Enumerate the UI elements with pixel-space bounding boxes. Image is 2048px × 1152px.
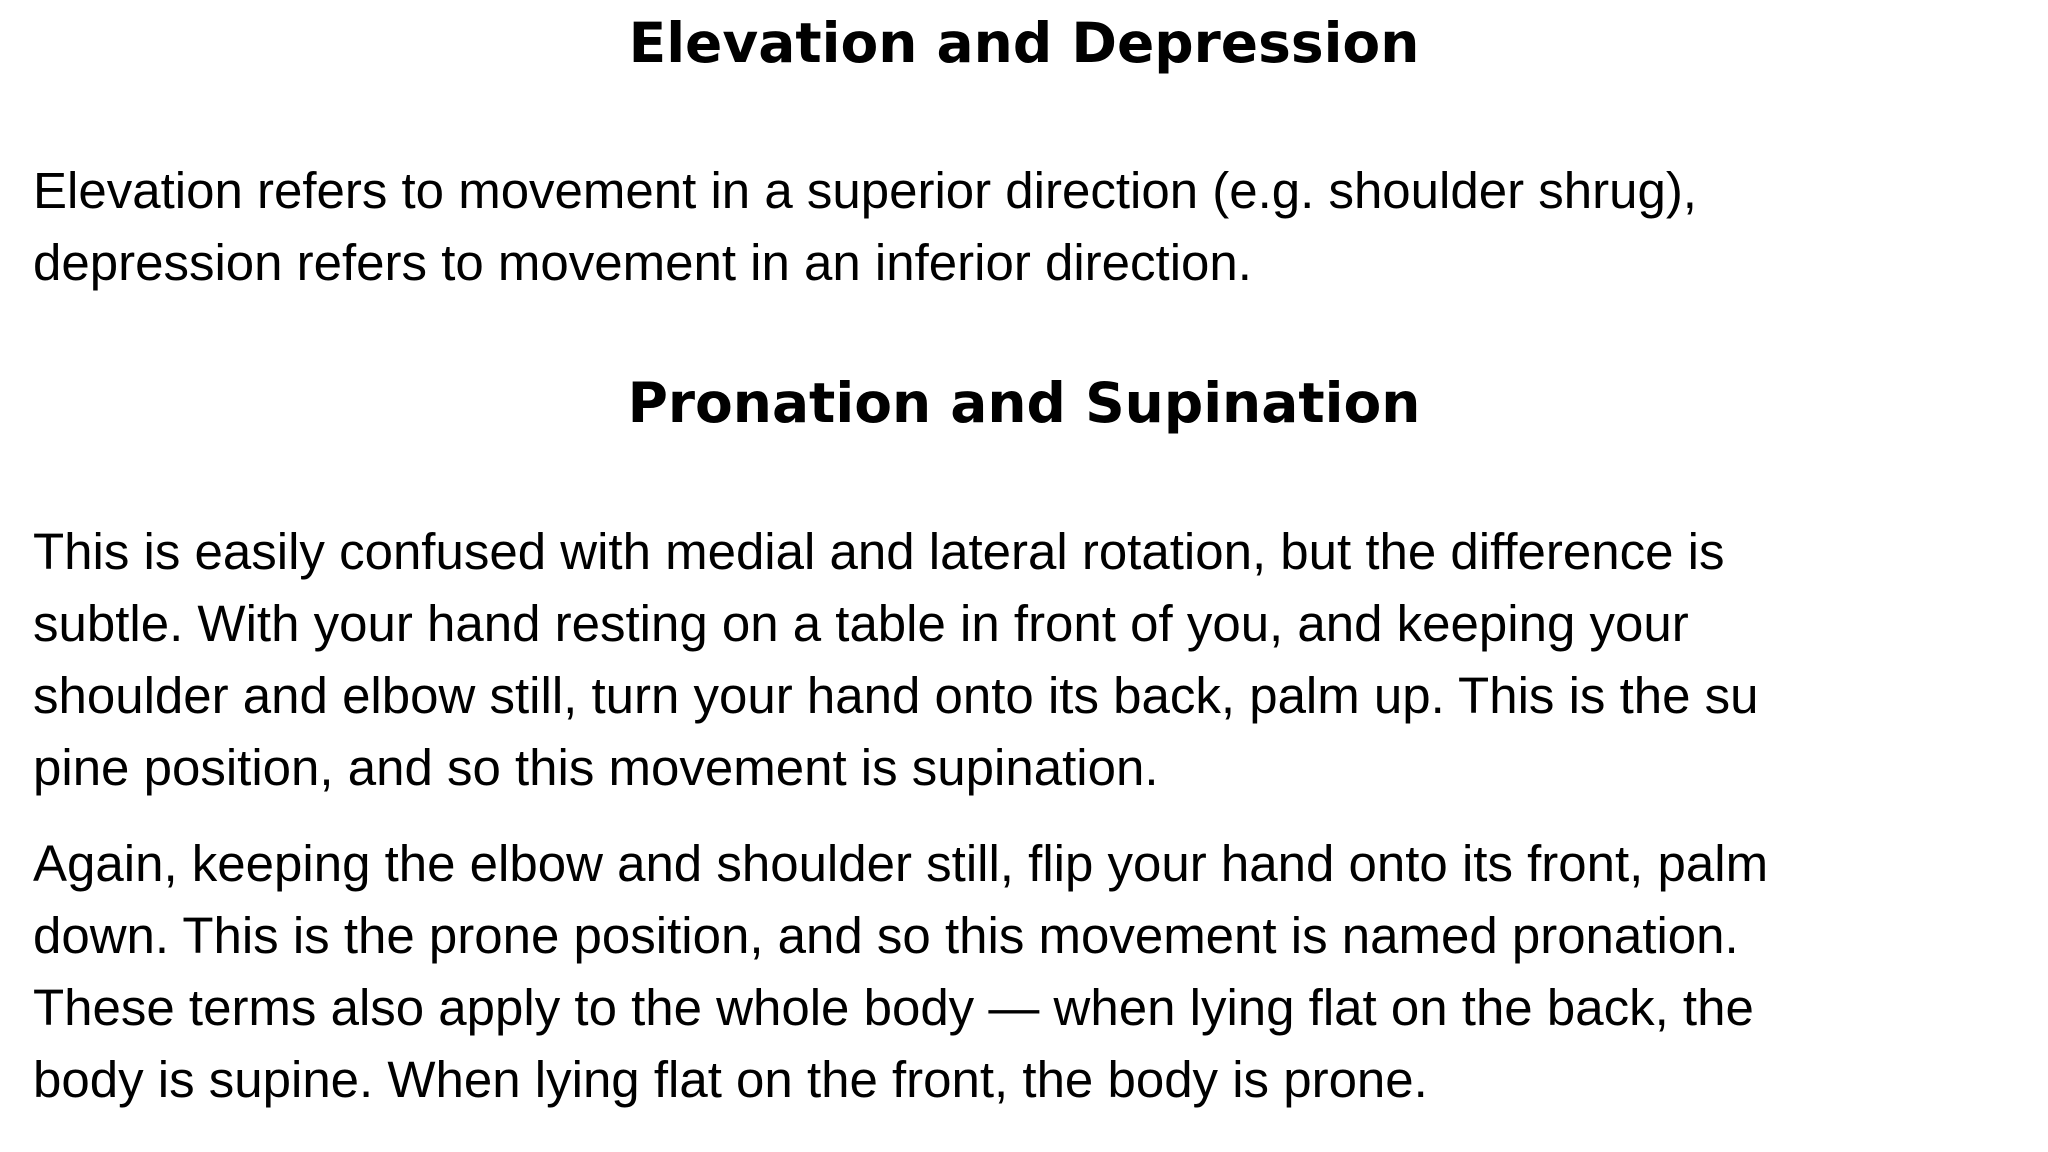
paragraph-elevation-depression: Elevation refers to movement in a superior direction (e.g. shoulder shrug), depression refers to movement in an inferior direction. [33, 162, 1697, 291]
section-heading-pronation-supination: Pronation and Supination [627, 371, 1421, 435]
paragraph-supination: This is easily confused with medial and lateral rotation, but the difference is subtle. With your hand resting on a table in front of you, and keeping your shoulder and elbow still, turn your hand onto its back, palm up. This is the su pine position, and so this movement is supination. [33, 523, 1759, 796]
section-heading-elevation-depression: Elevation and Depression [628, 11, 1420, 75]
paragraph-pronation: Again, keeping the elbow and shoulder still, flip your hand onto its front, palm down. This is the prone position, and so this movement is named pronation. These terms also apply to the whole body — when lying flat on the back, the body is supine. When lying flat on the front, the body is prone. [33, 835, 1769, 1108]
